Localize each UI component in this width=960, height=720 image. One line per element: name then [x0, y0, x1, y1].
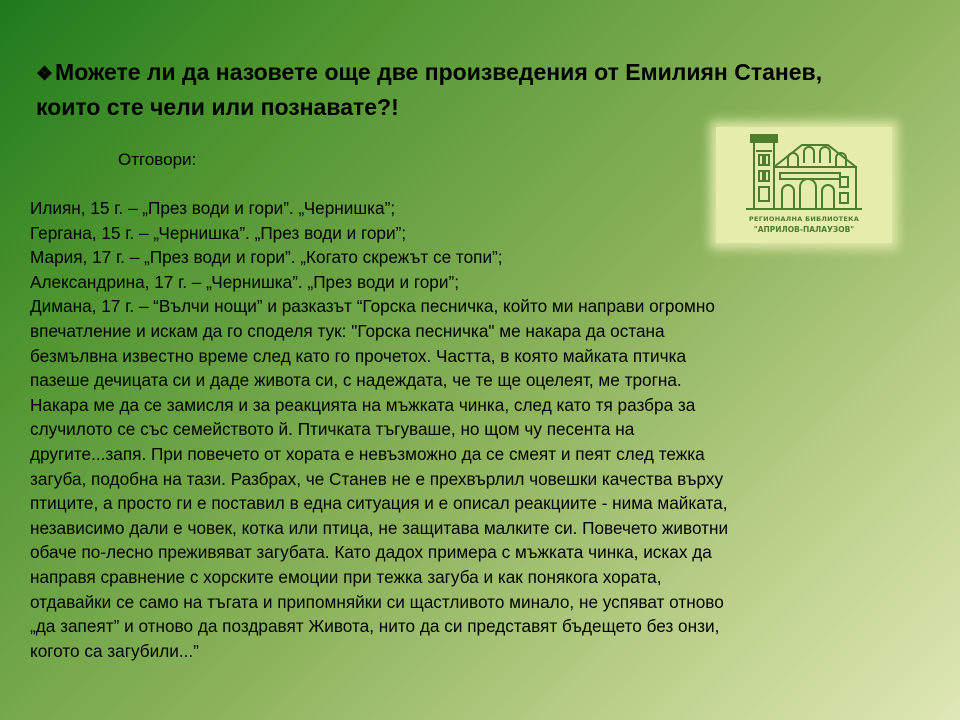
answer-line: независимо дали е човек, котка или птица, не защитава малките си. Повечето животни	[30, 517, 729, 538]
logo-caption-line1: РЕГИОНАЛНА БИБЛИОТЕКА	[748, 215, 860, 223]
slide-heading	[36, 56, 856, 123]
library-building-icon	[716, 127, 892, 217]
answer-line: направя сравнение с хорските емоции при тежка загуба и как понякога хората,	[30, 566, 662, 587]
answer-line: загуба, подобна на тази. Разбрах, че Станев не е прехвърлил човешки качества върху	[30, 468, 724, 489]
answer-line: пазеше дечицата си и даде живота си, с надеждата, че те ще оцелеят, ме трогна.	[30, 370, 682, 391]
answer-line: Александрина, 17 г. – „Чернишка”. „През води и гори”;	[30, 271, 459, 292]
answer-line: Гергана, 15 г. – „Чернишка”. „През води и гори”;	[30, 222, 407, 243]
answer-line: обаче по-лесно преживяват загубата. Като дадох примера с мъжката чинка, исках да	[30, 542, 712, 563]
answers-list	[30, 196, 910, 663]
answer-line: птиците, а просто ги е поставил в една ситуация и е описал реакциите - нима майката,	[30, 493, 728, 514]
answer-line: случилото се със семейството й. Птичката тъгуваше, но щом чу песента на	[30, 419, 635, 440]
answer-line: „да запеят” и отново да поздравят Живота, нито да си представят бъдещето без онзи,	[30, 616, 720, 637]
answers-label: Отговори:	[118, 150, 197, 169]
answer-line: Накара ме да се замисля и за реакцията на мъжката чинка, след като тя разбра за	[30, 394, 696, 415]
answer-line: Мария, 17 г. – „През води и гори”. „Когато скрежът се топи”;	[30, 247, 503, 268]
answer-line: безмълвна известно време след като го прочетох. Частта, в която майката птичка	[30, 345, 687, 366]
answer-line: другите...запя. При повечето от хората е невъзможно да се смеят и пеят след тежка	[30, 443, 705, 464]
answer-line: Илиян, 15 г. – „През води и гори”. „Чернишка”;	[30, 198, 396, 218]
heading-text: Можете ли да назовете още две произведения от Емилиян Станев, които сте чели или познавате?!	[36, 59, 823, 120]
answer-line: Димана, 17 г. – “Вълчи нощи” и разказът “Горска песничка, който ми направи огромно	[30, 296, 715, 317]
logo-caption-line2: "АПРИЛОВ-ПАЛАУЗОВ"	[753, 225, 855, 234]
answer-line: впечатление и искам да го споделя тук: "Горска песничка" ме накара да остана	[30, 320, 665, 341]
diamond-bullet-icon: ❖	[36, 64, 54, 85]
answer-line: когото са загубили...”	[30, 640, 199, 661]
library-logo	[716, 127, 892, 243]
answer-line: отдавайки се само на тъгата и припомняйки си щастливото минало, не успяват отново	[30, 591, 724, 612]
